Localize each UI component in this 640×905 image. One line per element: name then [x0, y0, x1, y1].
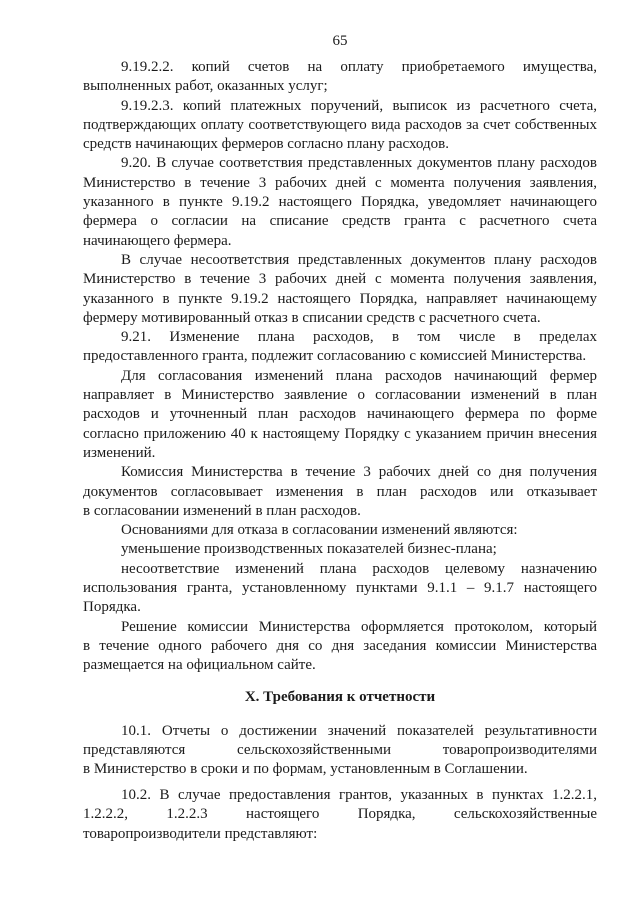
text-line: выполненных работ, оказанных услуг; [83, 78, 328, 95]
refusal-ground-2 [83, 560, 597, 618]
clause-9-19-2-2 [83, 58, 597, 97]
text-line: в Министерство в сроки и по формам, установленным в Соглашении. [83, 761, 528, 778]
text-line: Комиссия Министерства в течение 3 рабочих дней со дня получения [121, 464, 597, 481]
text-line: представляются сельскохозяйственными товаропроизводителями [83, 742, 597, 759]
text-line: Основаниями для отказа в согласовании изменений являются: [121, 522, 518, 539]
text-line: размещается на официальном сайте. [83, 657, 316, 674]
text-line: в течение одного рабочего дня со дня заседания комиссии Министерства [83, 637, 597, 654]
text-line: документов согласовывает изменения в план расходов или отказывает [83, 483, 597, 500]
text-line: согласно приложению 40 к настоящему Порядку с указанием причин внесения [83, 425, 597, 442]
page-number: 65 [332, 33, 348, 49]
text-line: расходов и уточненный план расходов начинающего фермера по форме [83, 406, 597, 423]
text-line: фермера о согласии на списание средств гранта с расчетного счета [83, 213, 597, 230]
text-line: Для согласования изменений плана расходов начинающий фермер [121, 367, 597, 384]
refusal-grounds-intro [83, 521, 597, 540]
clause-10-1 [83, 722, 597, 780]
text-line: товаропроизводители представляют: [83, 825, 318, 842]
text-line: указанного в пункте 9.19.2 настоящего Порядка, направляет начинающему [83, 290, 597, 307]
text-line: 9.20. В случае соответствия представленных документов плану расходов [121, 155, 597, 172]
document-body [83, 58, 597, 844]
text-line: начинающего фермера. [83, 232, 232, 249]
text-line: предоставленного гранта, подлежит согласованию с комиссией Министерства. [83, 348, 587, 365]
text-line: изменений. [83, 444, 156, 461]
text-line: Министерство в течение 3 рабочих дней с момента получения заявления, [83, 174, 597, 191]
text-line: 9.19.2.3. копий платежных поручений, выписок из расчетного счета, [121, 97, 597, 114]
section-heading: X. Требования к отчетности [244, 688, 436, 705]
protocol-publication-paragraph [83, 618, 597, 676]
refusal-ground-1 [83, 540, 597, 559]
text-line: 10.2. В случае предоставления грантов, указанных в пунктах 1.2.2.1, [121, 787, 597, 804]
text-line: средств начинающих фермеров согласно плану расходов. [83, 136, 449, 153]
text-line: использования гранта, установленному пунктами 9.1.1 – 9.1.7 настоящего [83, 580, 597, 597]
clause-9-19-2-3 [83, 97, 597, 155]
text-line: подтверждающих оплату соответствующего вида расходов за счет собственных [83, 116, 597, 133]
text-line: В случае несоответствия представленных документов плану расходов [121, 251, 597, 268]
text-line: направляет в Министерство заявление о согласовании изменений в план [83, 387, 597, 404]
clause-9-20-mismatch [83, 251, 597, 328]
text-line: 9.21. Изменение плана расходов, в том числе в пределах [121, 329, 597, 346]
text-line: в согласовании изменений в план расходов. [83, 502, 361, 519]
text-line: 10.1. Отчеты о достижении значений показателей результативности [121, 722, 597, 739]
text-line: Решение комиссии Министерства оформляется протоколом, который [121, 618, 597, 635]
text-line: 1.2.2.2, 1.2.2.3 настоящего Порядка, сельскохозяйственные [83, 806, 597, 823]
clause-9-21 [83, 328, 597, 367]
text-line: Министерство в течение 3 рабочих дней с момента получения заявления, [83, 271, 597, 288]
plan-change-request-paragraph [83, 367, 597, 463]
commission-review-paragraph [83, 463, 597, 521]
text-line: Порядка. [83, 599, 141, 616]
text-line: фермеру мотивированный отказ в списании средств с расчетного счета. [83, 309, 541, 326]
text-line: несоответствие изменений плана расходов целевому назначению [121, 560, 597, 577]
text-line: 9.19.2.2. копий счетов на оплату приобретаемого имущества, [121, 59, 597, 75]
clause-10-2 [83, 786, 597, 844]
text-line: указанного в пункте 9.19.2 настоящего Порядка, уведомляет начинающего [83, 194, 597, 211]
text-line: уменьшение производственных показателей бизнес-плана; [121, 541, 497, 558]
clause-9-20 [83, 154, 597, 250]
